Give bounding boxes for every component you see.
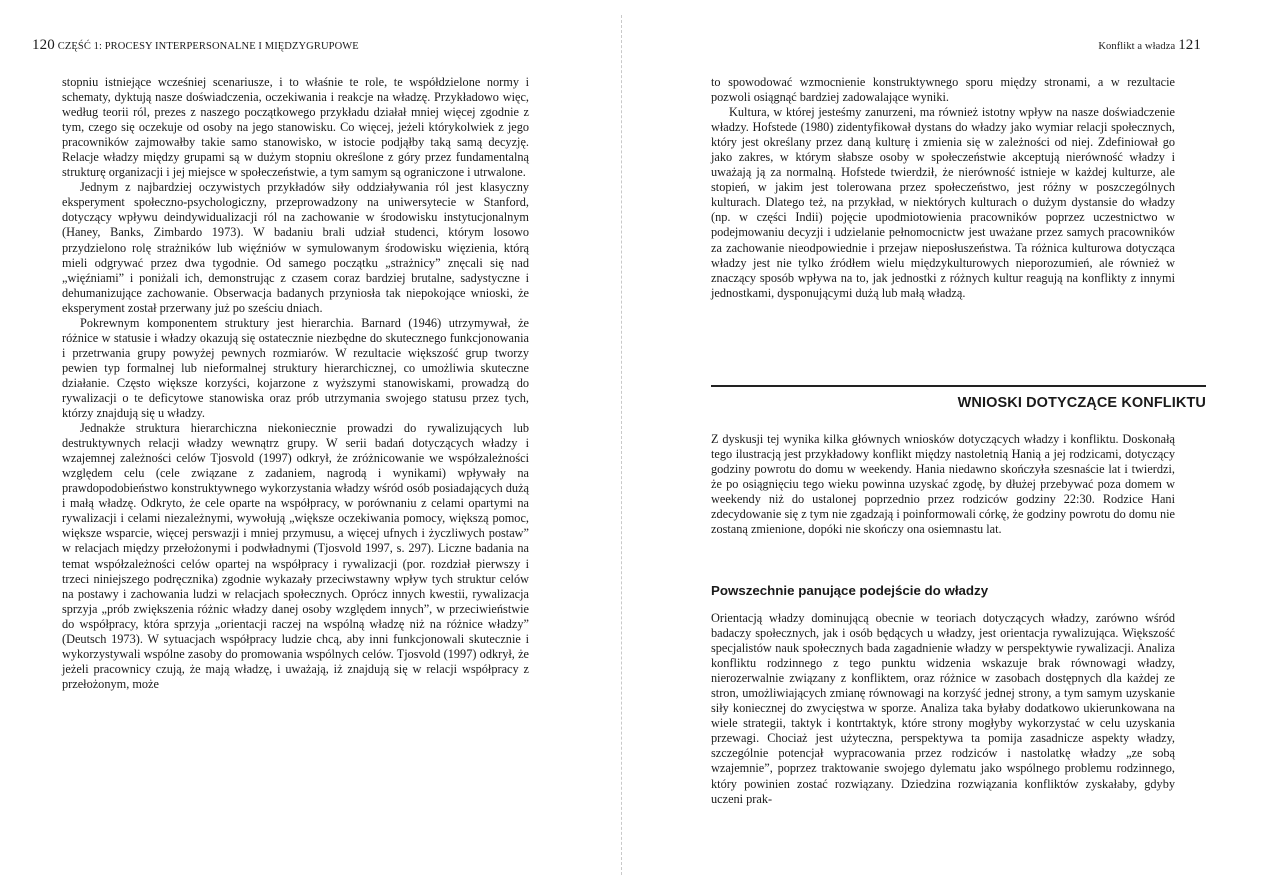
left-text-column bbox=[62, 75, 529, 692]
subheading: Powszechnie panujące podejście do władzy bbox=[711, 583, 989, 598]
book-gutter bbox=[621, 15, 622, 875]
left-page bbox=[0, 0, 620, 894]
right-paragraph-2: Kultura, w której jesteśmy zanurzeni, ma również istotny wpływ na nasze doświadczenie władzy. Hofstede (1980) zidentyfikował dystans do władzy jako wymiar relacji społecznych, który jest określany przez daną kulturę i zmienia się w zależności od niej. Zdefiniował go jako zakres, w którym słabsze osoby w społeczeństwie akceptują nierówność władzy i uważają ją za normalną. Hofstede twierdził, że nierówność istnieje w każdej kulturze, ale stopień, w jakim jest tolerowana przez społeczeństwo, jest różny w poszczególnych kulturach. Dlatego też, na przykład, w niektórych kulturach o dużym dystansie do władzy (np. w części Indii) pojęcie upodmiotowienia pracowników poprzez uczestnictwo w podejmowaniu decyzji i udzielanie pełnomocnictw jest uważane przez samych pracowników za zachowanie nieodpowiednie i przejaw nieposłuszeństwa. Ta różnica kulturowa dotycząca władzy jest nie tylko źródłem wielu międzykulturowych nieporozumień, ale również w znaczący sposób wpływa na to, jak jednostki z różnych kultur reagują na konflikty z innymi jednostkami, dysponującymi dużą lub małą władzą. bbox=[711, 105, 1175, 300]
left-running-head: CZĘŚĆ 1: PROCESY INTERPERSONALNE I MIĘDZYGRUPOWE bbox=[57, 41, 359, 52]
section-title: WNIOSKI DOTYCZĄCE KONFLIKTU bbox=[957, 395, 1206, 411]
left-paragraph-2: Jednym z najbardziej oczywistych przykładów siły oddziaływania ról jest klasyczny eksperyment społeczno-psychologiczny, przeprowadzony na uniwersytecie w Stanford, dotyczący wpływu deindywidualizacji ról na zachowanie w środowisku instytucjonalnym (Haney, Banks, Zimbardo 1973). W badaniu brali udział studenci, którym losowo przydzielono rolę strażników lub więźniów w symulowanym środowisku więzienia, którą mieli odgrywać przez dwa tygodnie. Od samego początku „strażnicy” znęcali się nad „więźniami” i poniżali ich, demonstrując z czasem coraz bardziej brutalne, sadystyczne i dehumanizujące zachowanie. Obserwacja badanych przyniosła tak niepokojące wnioski, że eksperyment został przerwany już po sześciu dniach. bbox=[62, 180, 529, 315]
left-paragraph-1: stopniu istniejące wcześniej scenariusze, i to właśnie te role, te współdzielone normy i schematy, dyktują nasze doświadczenia, oczekiwania i reakcje na władzę. Przykładowo więc, według teorii ról, prezes z naszego początkowego przykładu działał mniej więcej zgodnie z tym, czego się oczekuje od osoby na jego stanowisku. Co więcej, jeżeli którykolwiek z jego pracowników zajmowałby takie samo stanowisko, w istocie podjąłby taką samą decyzję. Relacje władzy między grupami są w dużym stopniu określone z góry przez fundamentalną strukturę organizacji i jej miejsce w społeczeństwie, a tym samym są ograniczone i utrwalone. bbox=[62, 75, 529, 180]
right-page-number: 121 bbox=[1178, 37, 1201, 53]
right-paragraph-1: to spowodować wzmocnienie konstruktywnego sporu między stronami, a w rezultacie pozwoli osiągnąć bardziej zadowalające wyniki. bbox=[711, 75, 1175, 105]
section-rule bbox=[711, 385, 1206, 387]
left-page-header bbox=[32, 37, 359, 54]
subsection-text-column bbox=[711, 611, 1175, 807]
subsection-paragraph: Orientacją władzy dominującą obecnie w teoriach dotyczących władzy, zarówno wśród badaczy społecznych, jak i osób będących u władzy, jest orientacja rywalizująca. Większość specjalistów nauk społecznych bada zagadnienie władzy w perspektywie rywalizacji. Analiza konfliktu rodzinnego z tego punktu widzenia wskazuje brak równowagi władzy, nierozerwalnie związany z konfliktem, oraz różnice w zasobach dostępnych dla każdej ze stron, umożliwiających zmianę równowagi na korzyść jednej strony, a tym samym uzyskanie siły koniecznej do zwycięstwa w sporze. Analiza taka byłaby dodatkowo ukierunkowana na wiele strategii, taktyk i kontrtaktyk, które strony mogłyby wykorzystać w celu uzyskania przewagi. Chociaż jest użyteczna, perspektywa ta pomija zasadnicze aspekty władzy, szczególnie potencjał wypracowania przez rodziców i nastolatkę władzy „ze sobą wzajemnie”, poprzez traktowanie swojego dylematu jako wspólnego problemu rodzinnego, który powinien zostać rozwiązany. Dziedzina rozwiązania konfliktów zyskałaby, gdyby uczeni prak- bbox=[711, 611, 1175, 806]
section-text-column bbox=[711, 432, 1175, 537]
left-paragraph-3: Pokrewnym komponentem struktury jest hierarchia. Barnard (1946) utrzymywał, że różnice w statusie i władzy okazują się ostatecznie niezbędne do skutecznego funkcjonowania i przetrwania grupy powyżej pewnych rozmiarów. W rezultacie większość grup tworzy pewien typ formalnej lub nieformalnej struktury hierarchicznej, co umożliwia skuteczne działanie. Często większe korzyści, kojarzone z wyższymi stanowiskami, prowadzą do rywalizacji o te deficytowe stanowiska oraz prób utrzymania swojego statusu przez tych, którzy znajdują się u władzy. bbox=[62, 315, 529, 421]
left-page-number: 120 bbox=[32, 37, 55, 53]
right-running-head: Konflikt a władza bbox=[1098, 41, 1176, 52]
left-paragraph-4: Jednakże struktura hierarchiczna niekoniecznie prowadzi do rywalizujących lub destruktywnych relacji władzy wewnątrz grupy. W serii badań dotyczących władzy i wzajemnej zależności celów Tjosvold (1997) odkrył, że zróżnicowanie we współzależności względem celu (cele związane z zadaniem, nagrodą i wynikami) wpływały na prawdopodobieństwo konstruktywnego wykorzystania władzy wśród osób posiadających dużą i małą władzę. Odkryto, że cele oparte na współpracy, w porównaniu z celami opartymi na rywalizacji i celami niezależnymi, wywołują „większe oczekiwania pomocy, większą pomoc, większe wsparcie, więcej perswazji i mniej przymusu, a więcej ufnych i życzliwych postaw” w relacjach między przełożonymi i podwładnymi (Tjosvold 1997, s. 297). Liczne badania na temat współzależności celów opartej na współpracy i rywalizacji (por. rozdział pierwszy i trzeci niniejszego podręcznika) zgodnie wykazały przeciwstawny wpływ tych struktur celów na postawy i zachowania ludzi w relacjach społecznych. Oprócz innych kwestii, rywalizacja sprzyja „prób zwiększenia różnic władzy danej osoby względem innych”, w przeciwieństwie do współpracy, która sprzyja „orientacji raczej na wspólną władzę niż na różnice władzy” (Deutsch 1973). W sytuacjach współpracy ludzie chcą, aby inni funkcjonowali skutecznie i wykorzystywali wspólne zasoby do promowania wspólnych celów. Tjosvold (1997) odkrył, że jeżeli pracownicy czują, że mają władzę, i uważają, iż znajdują się w relacji współpracy z przełożonym, może bbox=[62, 421, 529, 691]
section-paragraph: Z dyskusji tej wynika kilka głównych wniosków dotyczących władzy i konfliktu. Doskonałą tego ilustracją jest przykładowy konflikt między nastoletnią Hanią a jej rodzicami, dotyczący godziny powrotu do domu w weekendy. Hania niedawno skończyła szesnaście lat i twierdzi, że po osiągnięciu tego wieku powinna uzyskać zgodę, by dłużej przebywać poza domem w weekendy niż do ustalonej poprzednio przez rodziców godziny 22:30. Rodzice Hani zdecydowanie się z tym nie zgadzają i poinformowali córkę, że godziny powrotu do domu nie zostaną zmienione, dopóki nie skończy ona osiemnastu lat. bbox=[711, 432, 1175, 537]
right-page bbox=[630, 0, 1262, 894]
right-top-text-column bbox=[711, 75, 1175, 301]
right-page-header bbox=[1098, 37, 1201, 54]
